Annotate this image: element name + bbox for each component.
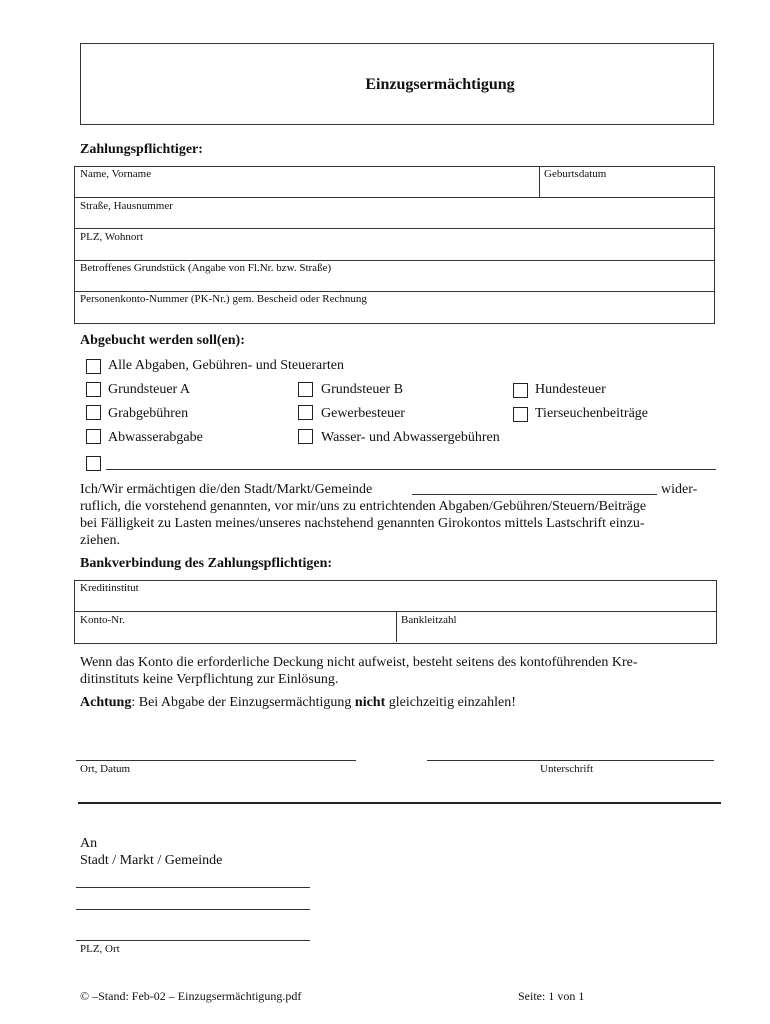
authorization-line-1-end: wider- xyxy=(661,482,698,497)
bank-institute-label: Kreditinstitut xyxy=(80,582,139,594)
street-field-label: Straße, Hausnummer xyxy=(80,200,173,212)
place-date-line[interactable] xyxy=(76,760,356,761)
authorization-line-2: ruflich, die vorstehend genannten, vor mir/uns zu entrichtenden Abgaben/Gebühren/Steuern/Beiträge xyxy=(80,499,647,514)
checkbox-all[interactable] xyxy=(86,359,101,374)
municipality-input-line[interactable] xyxy=(412,494,657,495)
account-number-field-label: Personenkonto-Nummer (PK-Nr.) gem. Bescheid oder Rechnung xyxy=(80,293,367,305)
authorization-line-4: ziehen. xyxy=(80,533,121,548)
section-divider xyxy=(78,802,721,804)
other-input-line[interactable] xyxy=(106,469,716,470)
checkbox-wasser-abwasser[interactable] xyxy=(298,429,313,444)
checkbox-grundsteuer-a[interactable] xyxy=(86,382,101,397)
achtung-label: Achtung xyxy=(80,695,132,710)
place-date-label: Ort, Datum xyxy=(80,763,131,775)
payer-heading: Zahlungspflichtiger: xyxy=(80,142,203,157)
authorization-line-1-start: Ich/Wir ermächtigen die/den Stadt/Markt/Gemeinde xyxy=(80,482,373,497)
option-label-wasser-abwasser: Wasser- und Abwassergebühren xyxy=(321,430,500,445)
divider xyxy=(74,291,714,292)
bank-heading: Bankverbindung des Zahlungspflichtigen: xyxy=(80,556,333,571)
option-label-grabgebuehren: Grabgebühren xyxy=(108,406,189,421)
divider xyxy=(74,197,714,198)
signature-line[interactable] xyxy=(427,760,714,761)
checkbox-tierseuchen[interactable] xyxy=(513,407,528,422)
footer-left: © –Stand: Feb-02 – Einzugsermächtigung.pdf xyxy=(80,989,302,1003)
birthdate-field-label: Geburtsdatum xyxy=(544,168,607,180)
name-field-label: Name, Vorname xyxy=(80,168,152,180)
option-label-grundsteuer-b: Grundsteuer B xyxy=(321,382,404,397)
plz-ort-label: PLZ, Ort xyxy=(80,943,120,955)
divider xyxy=(74,611,716,612)
option-label-abwasser: Abwasserabgabe xyxy=(108,430,203,445)
achtung-bold: nicht xyxy=(354,695,386,710)
notice-line-2: ditinstituts keine Verpflichtung zur Einlösung. xyxy=(80,672,339,687)
debit-heading: Abgebucht werden soll(en): xyxy=(80,333,245,348)
recipient-an: An xyxy=(80,836,98,851)
option-label-tierseuchen: Tierseuchenbeiträge xyxy=(535,406,648,421)
divider xyxy=(74,260,714,261)
address-line-2[interactable] xyxy=(76,909,310,910)
footer-page-number: Seite: 1 von 1 xyxy=(518,989,585,1003)
authorization-line-3: bei Fälligkeit zu Lasten meines/unseres nachstehend genannten Girokontos mittels Lastschrift einzu- xyxy=(80,516,645,531)
option-label-gewerbesteuer: Gewerbesteuer xyxy=(321,406,405,421)
notice-line-1: Wenn das Konto die erforderliche Deckung nicht aufweist, besteht seitens des kontoführenden Kre- xyxy=(80,655,638,670)
checkbox-other[interactable] xyxy=(86,456,101,471)
recipient-authority: Stadt / Markt / Gemeinde xyxy=(80,853,223,868)
achtung-text-1: : Bei Abgabe der Einzugsermächtigung xyxy=(131,695,355,710)
bank-account-label: Konto-Nr. xyxy=(80,614,125,626)
checkbox-gewerbesteuer[interactable] xyxy=(298,405,313,420)
city-field-label: PLZ, Wohnort xyxy=(80,231,144,243)
page-title: Einzugsermächtigung xyxy=(365,76,515,93)
signature-label: Unterschrift xyxy=(540,763,594,775)
achtung-text-2: gleichzeitig einzahlen! xyxy=(385,695,516,710)
divider xyxy=(539,166,540,197)
address-line-1[interactable] xyxy=(76,887,310,888)
checkbox-grundsteuer-b[interactable] xyxy=(298,382,313,397)
divider xyxy=(396,611,397,642)
option-label-grundsteuer-a: Grundsteuer A xyxy=(108,382,191,397)
option-label-hundesteuer: Hundesteuer xyxy=(535,382,606,397)
checkbox-grabgebuehren[interactable] xyxy=(86,405,101,420)
divider xyxy=(74,228,714,229)
property-field-label: Betroffenes Grundstück (Angabe von Fl.Nr. bzw. Straße) xyxy=(80,262,332,274)
address-line-3[interactable] xyxy=(76,940,310,941)
option-label-all: Alle Abgaben, Gebühren- und Steuerarten xyxy=(108,358,344,373)
achtung-notice xyxy=(80,694,516,711)
checkbox-abwasser[interactable] xyxy=(86,429,101,444)
bank-blz-label: Bankleitzahl xyxy=(401,614,457,626)
checkbox-hundesteuer[interactable] xyxy=(513,383,528,398)
